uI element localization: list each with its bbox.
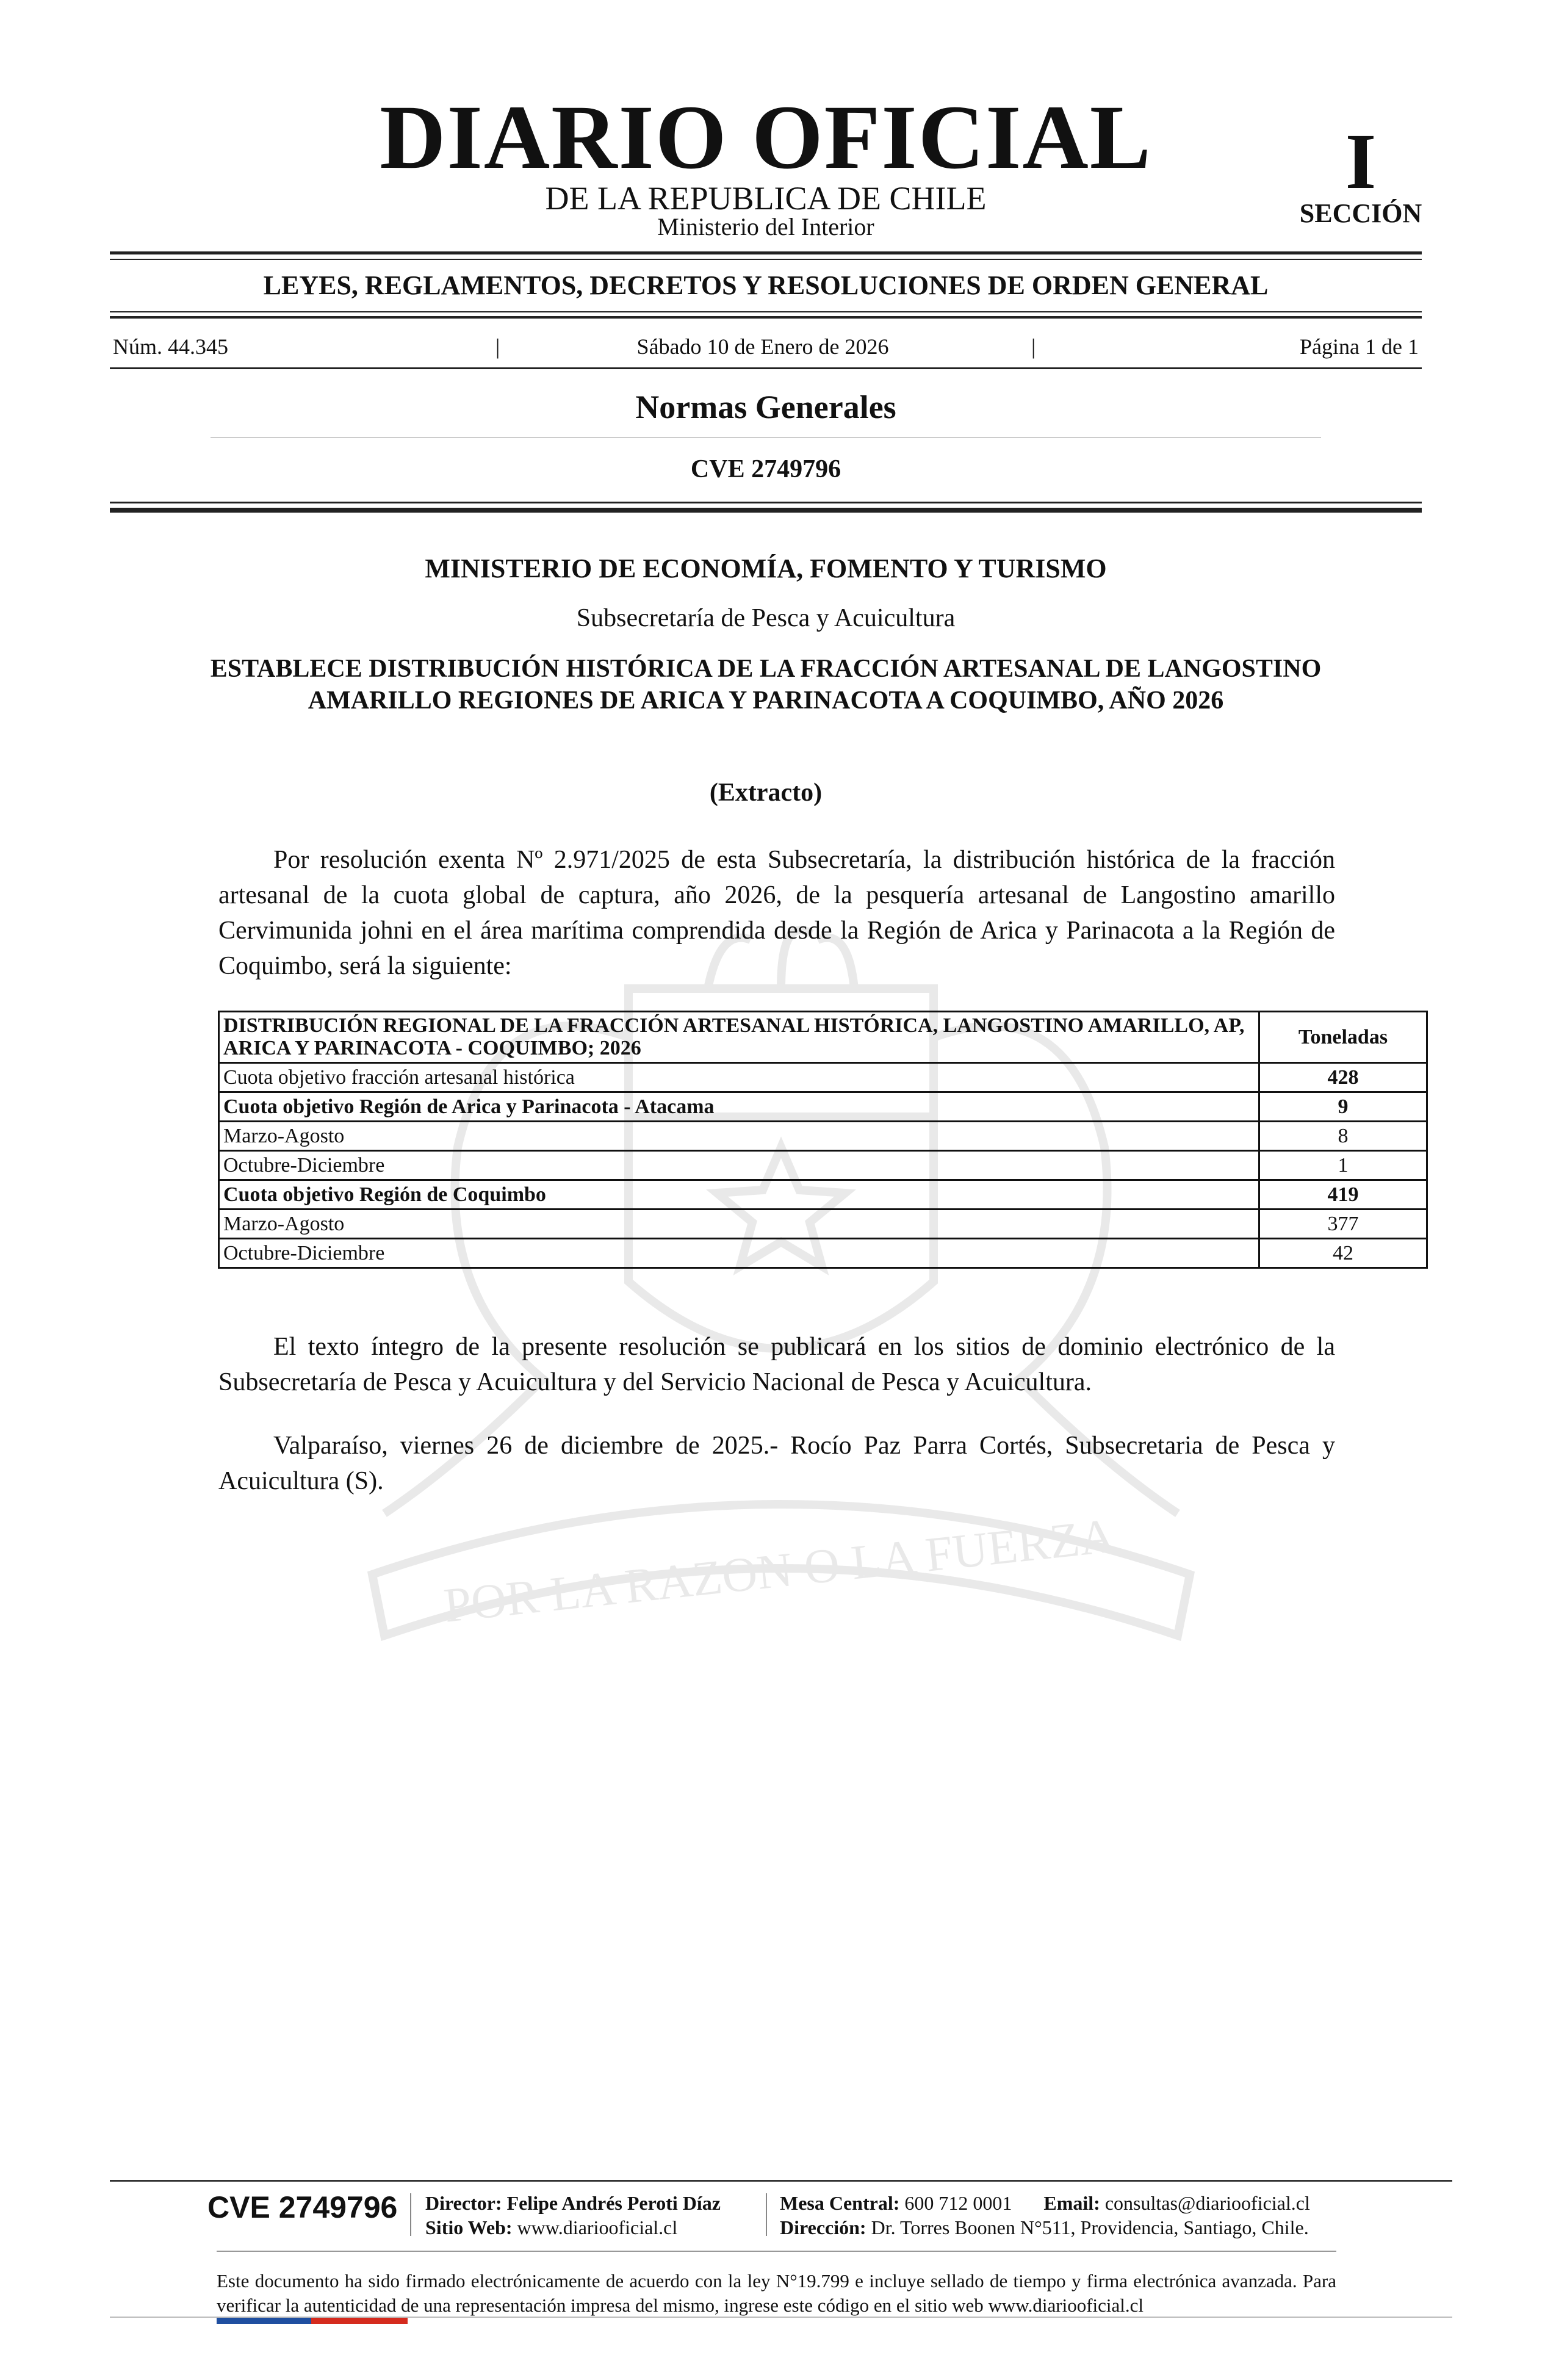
- footer-legal-rule: [217, 2251, 1336, 2252]
- table-row: [219, 1209, 1427, 1238]
- row-value: 1: [1259, 1150, 1427, 1180]
- signature-paragraph: Valparaíso, viernes 26 de diciembre de 2025.- Rocío Paz Parra Cortés, Subsecretaria de Pesca y Acuicultura (S).: [218, 1432, 1335, 1495]
- email-label: Email:: [1043, 2192, 1100, 2214]
- meta-rule: [110, 367, 1422, 369]
- footer-legal-notice: Este documento ha sido firmado electrónicamente de acuerdo con la ley N°19.799 e incluye sellado de tiempo y firma electrónica avanzada. Para verificar la autenticidad de una representación impresa del mismo, ingrese este código en el sitio web www.diariooficial.cl: [217, 2270, 1336, 2316]
- row-label: Cuota objetivo fracción artesanal histórica: [219, 1062, 1259, 1092]
- ministry-heading: MINISTERIO DE ECONOMÍA, FOMENTO Y TURISMO: [425, 554, 1107, 583]
- resolution-title: ESTABLECE DISTRIBUCIÓN HISTÓRICA DE LA FRACCIÓN ARTESANAL DE LANGOSTINO AMARILLO REGIONES DE ARICA Y PARINACOTA A COQUIMBO, AÑO 2026: [210, 655, 1322, 715]
- address-value: Dr. Torres Boonen N°511, Providencia, Santiago, Chile.: [871, 2216, 1309, 2238]
- normas-divider: [211, 437, 1321, 438]
- footer-address: [780, 2218, 1309, 2237]
- intro-paragraph: Por resolución exenta Nº 2.971/2025 de esta Subsecretaría, la distribución histórica de la fracción artesanal de la cuota global de captura, año 2026, de la pesquería artesanal de Langostino amarillo Cervimunida johni en el área marítima comprendida desde la Región de Arica y Parinacota a la Región de Coquimbo, será la siguiente:: [218, 846, 1335, 980]
- category-rule: [110, 316, 1422, 319]
- publication-paragraph: El texto íntegro de la presente resolución se publicará en los sitios de dominio electrónico de la Subsecretaría de Pesca y Acuicultura y del Servicio Nacional de Pesca y Acuicultura.: [218, 1333, 1335, 1396]
- extracto-label: (Extracto): [709, 779, 823, 807]
- address-label: Dirección:: [780, 2216, 866, 2238]
- footer-director: [425, 2193, 721, 2213]
- table-row: [219, 1062, 1427, 1092]
- table-row: [219, 1121, 1427, 1150]
- section-label: SECCIÓN: [1299, 198, 1422, 228]
- masthead-rule-top-thin: [110, 259, 1422, 260]
- subsecretaria-heading: Subsecretaría de Pesca y Acuicultura: [576, 604, 956, 632]
- table-header-title: DISTRIBUCIÓN REGIONAL DE LA FRACCIÓN ARTESANAL HISTÓRICA, LANGOSTINO AMARILLO, AP, ARICA Y PARINACOTA - COQUIMBO; 2026: [219, 1012, 1259, 1063]
- mesa-label: Mesa Central:: [780, 2192, 900, 2214]
- meta-separator: |: [1031, 334, 1036, 359]
- table-row: [219, 1180, 1427, 1209]
- website-link[interactable]: www.diariooficial.cl: [517, 2216, 678, 2238]
- cve-rule-thin: [110, 502, 1422, 503]
- director-name: Felipe Andrés Peroti Díaz: [506, 2192, 721, 2214]
- footer-divider: [766, 2193, 767, 2236]
- masthead-ministry: Ministerio del Interior: [657, 213, 874, 240]
- row-value: 419: [1259, 1180, 1427, 1209]
- footer-bottom-rule: [110, 2317, 1452, 2318]
- table-row: [219, 1092, 1427, 1121]
- issue-date: Sábado 10 de Enero de 2026: [636, 334, 889, 359]
- email-link[interactable]: consultas@diariooficial.cl: [1104, 2192, 1310, 2214]
- table-row: [219, 1150, 1427, 1180]
- distribution-table: [218, 1011, 1428, 1269]
- category-rule-thin: [110, 311, 1422, 312]
- row-value: 8: [1259, 1121, 1427, 1150]
- footer-contact: [780, 2193, 1310, 2213]
- footer-rule: [110, 2180, 1452, 2182]
- row-label: Cuota objetivo Región de Coquimbo: [219, 1180, 1259, 1209]
- issue-number: Núm. 44.345: [113, 334, 228, 359]
- director-label: Director:: [425, 2192, 502, 2214]
- cve-rule: [110, 508, 1422, 513]
- section-number: I: [1345, 118, 1377, 206]
- row-value: 42: [1259, 1238, 1427, 1268]
- cve-heading: CVE 2749796: [690, 455, 841, 483]
- footer-website: [425, 2218, 677, 2237]
- row-label: Octubre-Diciembre: [219, 1238, 1259, 1268]
- masthead-rule-top: [110, 251, 1422, 254]
- row-label: Marzo-Agosto: [219, 1121, 1259, 1150]
- meta-separator: |: [495, 334, 500, 359]
- row-label: Cuota objetivo Región de Arica y Parinacota - Atacama: [219, 1092, 1259, 1121]
- table-header-unit: Toneladas: [1259, 1012, 1427, 1063]
- row-label: Marzo-Agosto: [219, 1209, 1259, 1238]
- row-value: 377: [1259, 1209, 1427, 1238]
- row-value: 9: [1259, 1092, 1427, 1121]
- normas-heading: Normas Generales: [635, 389, 896, 425]
- masthead-title: DIARIO OFICIAL: [380, 87, 1152, 188]
- masthead-subtitle: DE LA REPUBLICA DE CHILE: [545, 180, 987, 217]
- table-row: [219, 1238, 1427, 1268]
- mesa-phone: 600 712 0001: [904, 2192, 1012, 2214]
- footer-divider: [410, 2193, 411, 2236]
- row-label: Octubre-Diciembre: [219, 1150, 1259, 1180]
- row-value: 428: [1259, 1062, 1427, 1092]
- category-heading: LEYES, REGLAMENTOS, DECRETOS Y RESOLUCIONES DE ORDEN GENERAL: [263, 270, 1269, 300]
- website-label: Sitio Web:: [425, 2216, 513, 2238]
- watermark-motto: POR LA RAZON O LA FUERZA: [441, 1509, 1118, 1633]
- table-header-row: [219, 1012, 1427, 1063]
- page-indicator: Página 1 de 1: [1300, 334, 1419, 359]
- footer-cve: CVE 2749796: [207, 2190, 398, 2224]
